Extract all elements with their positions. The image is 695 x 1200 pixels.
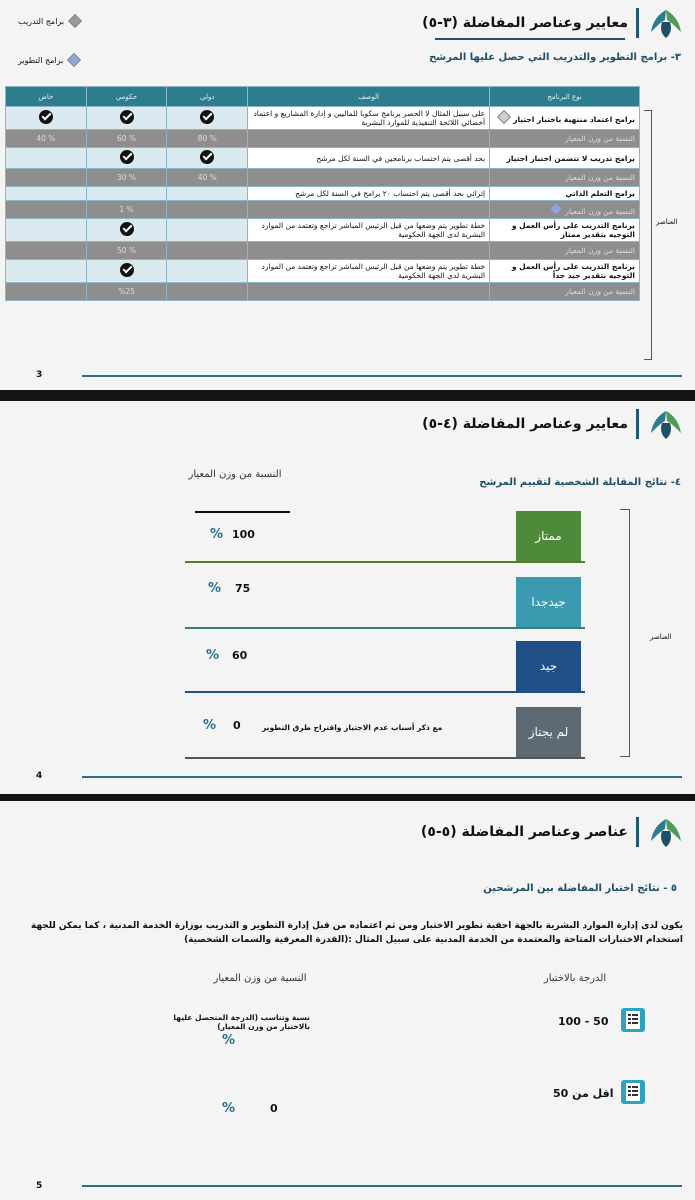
row-line [185,757,585,759]
checkmark-icon [39,110,53,124]
header-rule [195,511,290,513]
legend-development [18,55,79,65]
section-subtitle: ٤- نتائج المقابلة الشخصية لتقييم المرشح [479,477,681,488]
check-cell [6,260,87,283]
type-cell: برامج التعلم الذاتي [490,187,640,201]
checklist-icon [620,1007,646,1033]
checkmark-icon [200,150,214,164]
desc-cell: بحد أقصى يتم احتساب برنامجين في السنة لكل مرشح [248,148,490,169]
weight-row [6,242,640,260]
fail-note: مع ذكر أسباب عدم الاجتياز واقتراح طرق التطوير [262,723,443,732]
type-cell: برنامج التدريب على رأس العمل و التوجيه بتقدير جيد جداً [490,260,640,283]
grade-good: جيد [516,641,581,691]
slide-5 [0,801,695,1200]
table-header [6,87,640,107]
intl-cell [167,283,248,301]
checkmark-icon [120,222,134,236]
col-private: خاص [6,87,87,107]
elements-bracket [644,110,652,360]
weight_label-cell [490,130,640,148]
grade-excellent: ممتاز [516,511,581,561]
type-cell [490,107,640,130]
empty-cell [248,130,490,148]
section-subtitle: ٣- برامج التطوير والتدريب التي حصل عليها المرشح [429,52,681,63]
table-row [6,260,640,283]
diamond-icon [549,201,563,215]
program-type: برامج اعتماد منتهية باختبار اجتياز [513,115,635,124]
slide-header [421,815,685,849]
legend-label: برامج التطوير [18,55,64,65]
table-row [6,187,640,201]
slide-3 [0,0,695,390]
page-number: 3 [36,370,43,380]
check-cell [167,187,248,201]
percent-sign: % [208,581,222,596]
grade-value: 75 [235,582,251,595]
check-cell [6,148,87,169]
page-number: 4 [36,771,43,781]
page-title: معايير وعناصر المفاضلة (٤-٥) [422,416,628,432]
grade-range: 100 - 50 [558,1015,609,1028]
row-line [185,561,585,563]
percent-sign: % [206,648,220,663]
page-title: عناصر وعناصر المفاضلة (٥-٥) [420,824,628,840]
elements-label: العناصر [656,218,678,226]
legend-training [18,16,80,26]
grade-value: 100 [232,528,255,541]
priv-cell [6,283,87,301]
priv-cell [6,169,87,187]
footer-line [82,375,682,377]
weight_label-cell [490,201,640,219]
percent-sign: % [222,1033,236,1048]
check-cell [6,187,87,201]
section-subtitle: ٥ - نتائج اختبار المفاضلة بين المرشحين [483,883,677,894]
priv-cell: % 40 [6,130,87,148]
page-title: معايير وعناصر المفاضلة (٣-٥) [422,15,628,31]
weight-row [6,201,640,219]
diamond-icon [68,14,82,28]
check-cell [86,187,167,201]
elements-label: العناصر [650,633,672,641]
checkmark-icon [120,263,134,277]
percent-sign: % [203,718,217,733]
desc-cell: على سبيل المثال لا الحصر برنامج سكوبا للماليين و إدارة المشاريع و اعتماد أخصائي اللائحة التنفيذية للموارد البشرية [248,107,490,130]
grade-very-good: جيدجدا [516,577,581,627]
grade-column-header: الدرجة بالاختبار [543,973,607,984]
grade-fail: لم يجتاز [516,707,581,757]
col-program-type: نوع البرنامج [490,87,640,107]
check-cell [86,148,167,169]
type-cell: برامج تدريب لا تتضمن اختبار اجتياز [490,148,640,169]
col-description: الوصف [248,87,490,107]
checkmark-icon [200,110,214,124]
weight-label: النسبة من وزن المعيار [565,246,635,255]
check-cell [167,107,248,130]
gov-cell: %25 [86,283,167,301]
grade-range: اقل من 50 [553,1087,614,1100]
intl-cell [167,242,248,260]
percent-sign: % [210,527,224,542]
logo-icon [647,815,685,849]
checklist-icon [620,1079,646,1105]
page-number: 5 [36,1181,43,1191]
gov-cell: % 50 [86,242,167,260]
weight_label-cell [490,169,640,187]
weight-column-header: النسبة من وزن المعيار [213,973,307,984]
check-cell [6,219,87,242]
weight-label: النسبة من وزن المعيار [565,287,635,296]
footer-line [82,776,682,778]
gov-cell: % 1 [86,201,167,219]
checkmark-icon [120,150,134,164]
weight-row [6,169,640,187]
check-cell [167,260,248,283]
check-cell [167,219,248,242]
gov-cell: % 30 [86,169,167,187]
title-underline [435,38,625,40]
checkmark-icon [120,110,134,124]
weight-label: النسبة من وزن المعيار [565,206,635,216]
diamond-icon [67,53,81,67]
check-cell [6,107,87,130]
desc-cell: خطة تطوير يتم وضعها من قبل الرئيس المباشر تراجع وتعتمد من الموارد البشرية لدى الجهة الحكومية [248,260,490,283]
empty-cell [248,242,490,260]
priv-cell [6,201,87,219]
intl-cell: % 40 [167,169,248,187]
weight-label: النسبة من وزن المعيار [565,134,635,143]
priv-cell [6,242,87,260]
empty-cell [248,201,490,219]
col-international: دولي [167,87,248,107]
intl-cell [167,201,248,219]
table-row [6,107,640,130]
gov-cell: % 60 [86,130,167,148]
desc-cell: خطة تطوير يتم وضعها من قبل الرئيس المباشر تراجع وتعتمد من الموارد البشرية لدى الجهة الحكومية [248,219,490,242]
slide-header [422,407,685,441]
weight-value: 0 [270,1102,278,1115]
intl-cell: % 80 [167,130,248,148]
percent-sign: % [222,1101,236,1116]
grade-value: 0 [233,719,241,732]
weight-column-header: النسبة من وزن المعيار [188,469,282,480]
legend-label: برامج التدريب [18,16,65,26]
slide-header [422,6,685,40]
check-cell [86,219,167,242]
weight-row [6,130,640,148]
logo-icon [647,6,685,40]
type-cell: برنامج التدريب على رأس العمل و التوجيه بتقدير ممتاز [490,219,640,242]
footer-line [82,1185,682,1187]
diamond-icon [497,110,511,124]
programs-table [5,86,640,301]
check-cell [167,148,248,169]
intro-paragraph: يكون لدى إدارة الموارد البشرية بالجهة احقية تطوير الاختبار ومن ثم اعتماده من قبل إدارة التطوير و التدريب بوزارة الخدمة المدنية ، كما يمكن للجهة استخدام الاختبارات المتاحة والمعتمدة من الخدمة المدنية على سبيل المثال :(القدرة المعرفية والسمات الشخصية) [30,921,683,945]
col-government: حكومي [86,87,167,107]
empty-cell [248,283,490,301]
table-row [6,219,640,242]
grade-value: 60 [232,649,248,662]
check-cell [86,260,167,283]
weight-row [6,283,640,301]
slide-4 [0,401,695,794]
desc-cell: إثرائي بحد أقصى يتم احتساب ٢٠ برامج في السنة لكل مرشح [248,187,490,201]
table-row [6,148,640,169]
weight-label: النسبة من وزن المعيار [565,173,635,182]
weight_label-cell [490,283,640,301]
weight_label-cell [490,242,640,260]
logo-icon [647,407,685,441]
row-line [185,691,585,693]
check-cell [86,107,167,130]
elements-bracket [620,509,630,757]
empty-cell [248,169,490,187]
row-line [185,627,585,629]
weight-value: نسبة وتناسب (الدرجة المتحصل عليها بالاختبار من وزن المعيار) [173,1013,310,1031]
